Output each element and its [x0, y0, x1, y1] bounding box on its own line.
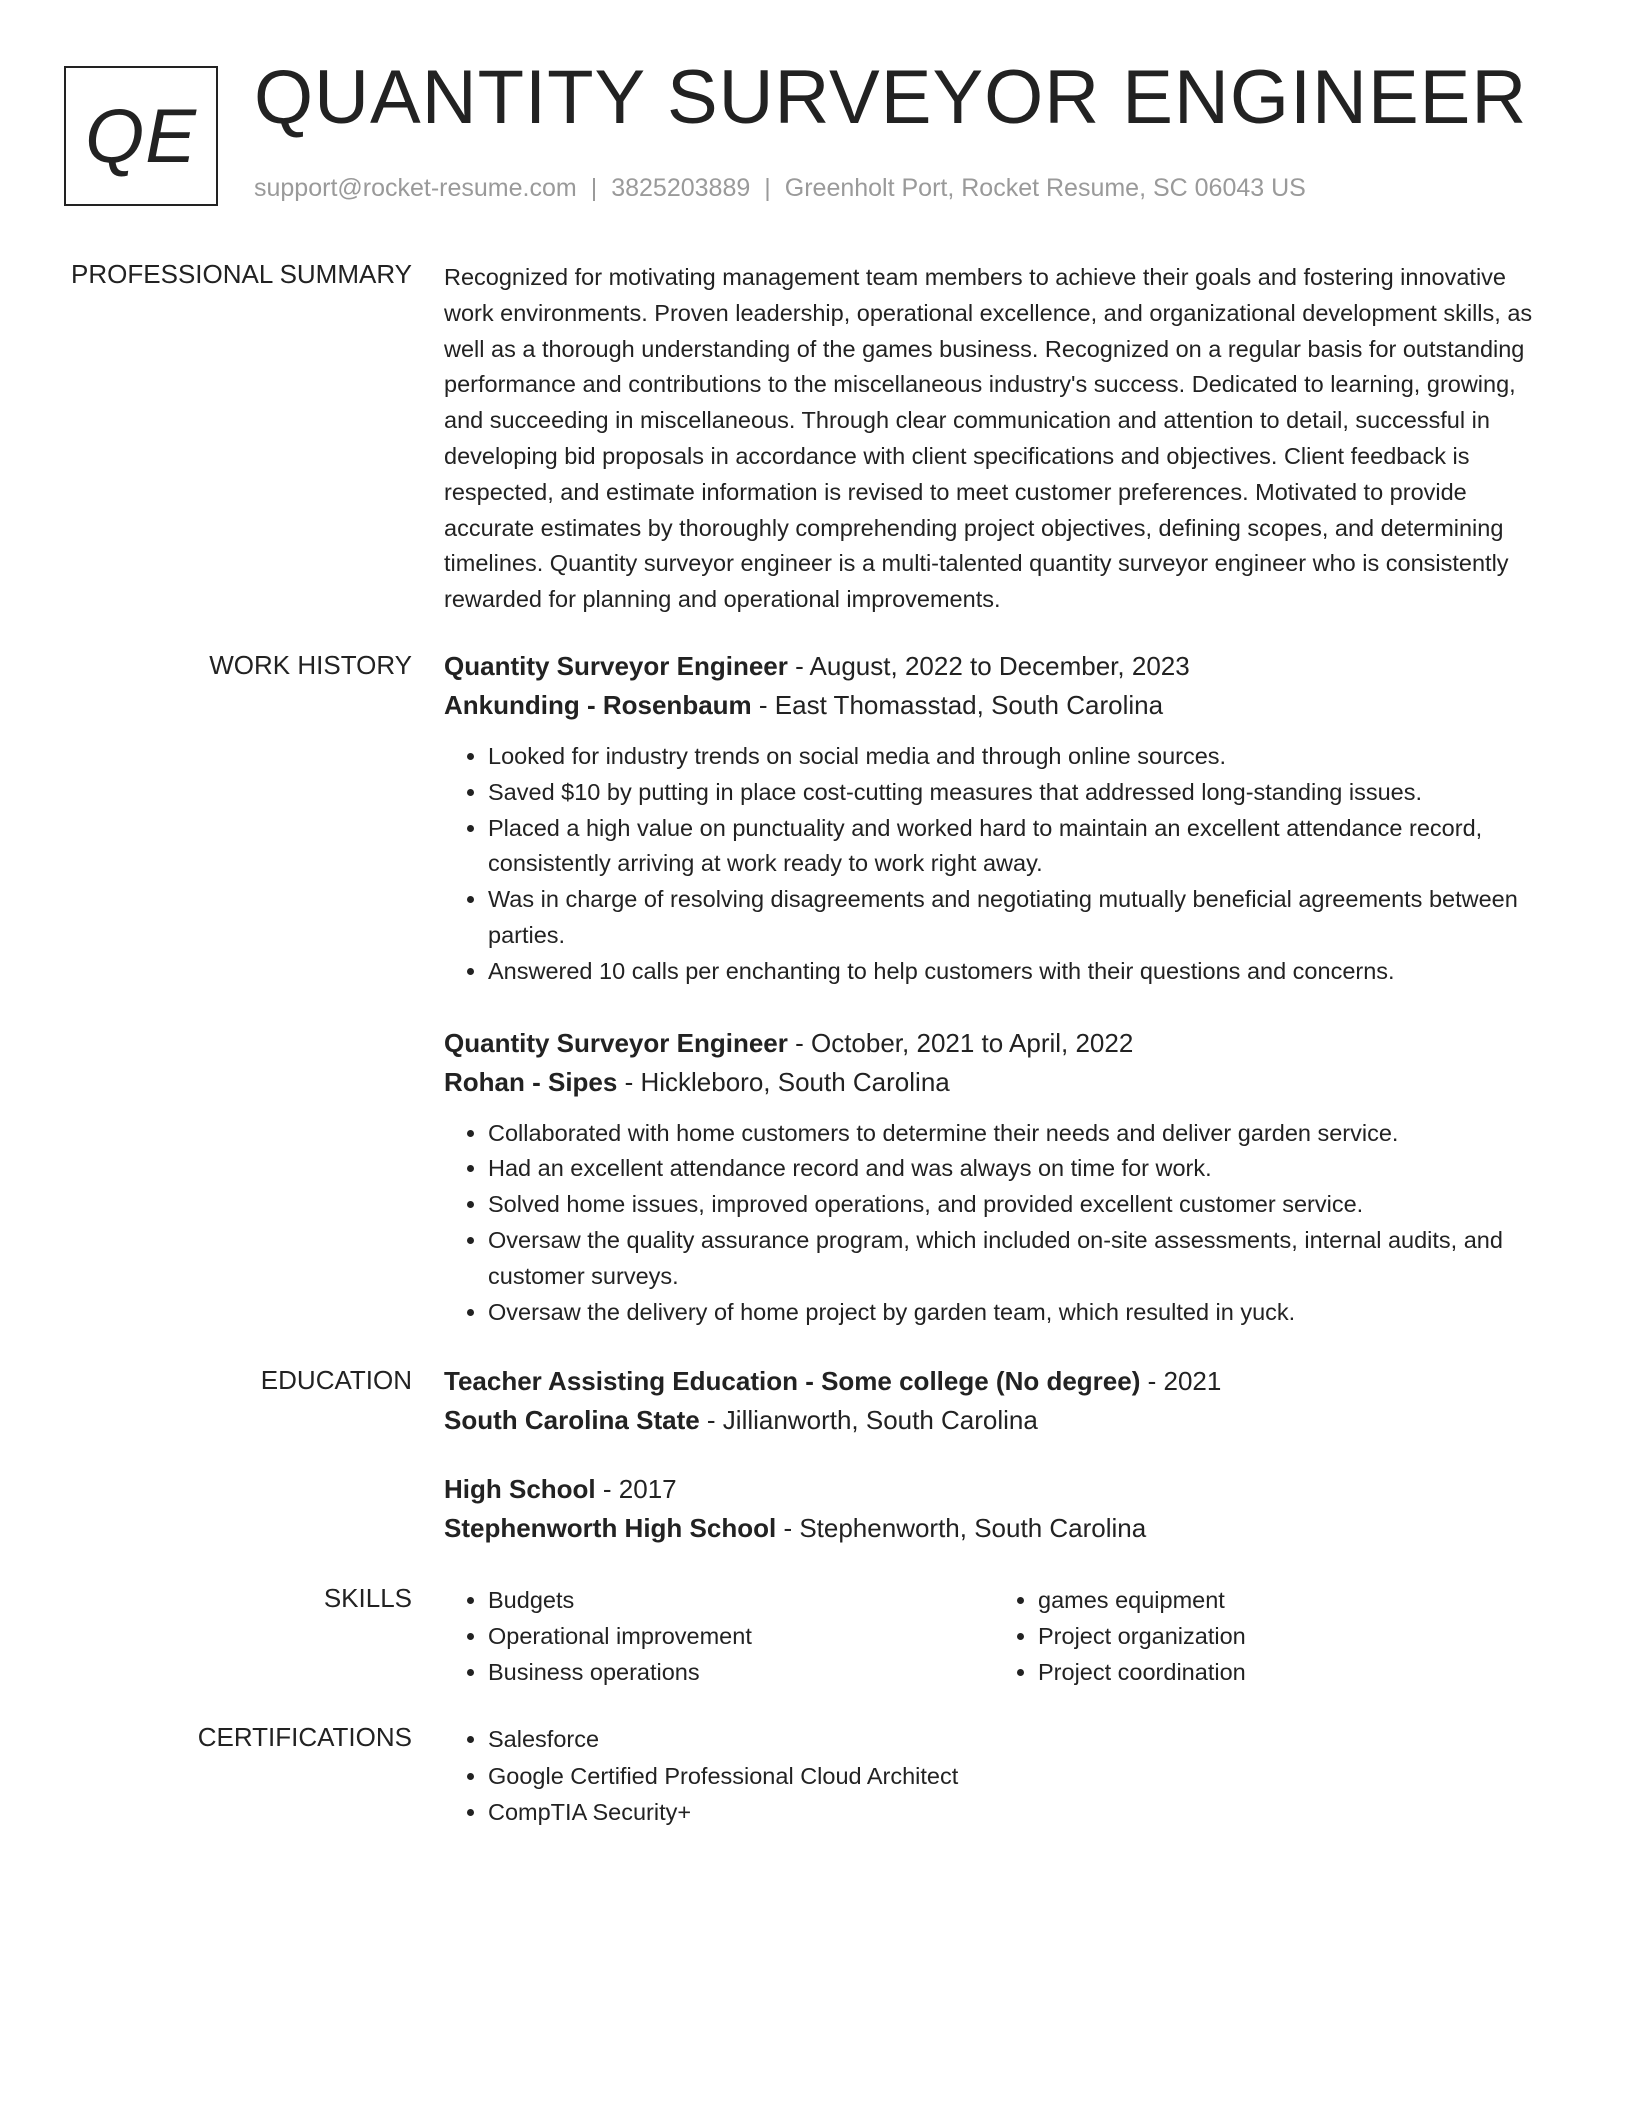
skill-item: • Budgets	[488, 1582, 988, 1618]
education-year: - 2021	[1140, 1366, 1222, 1396]
contact-address: Greenholt Port, Rocket Resume, SC 06043 US	[784, 174, 1306, 202]
job-entry	[444, 1024, 1559, 1331]
education-degree-line	[444, 1362, 1559, 1401]
job-company: Ankunding - Rosenbaum	[444, 690, 752, 720]
contact-phone: 3825203889	[611, 174, 751, 202]
certifications-body	[444, 1721, 1559, 1831]
education-school-line	[444, 1401, 1559, 1440]
education-location: - Stephenworth, South Carolina	[776, 1513, 1147, 1543]
skills-list-right	[988, 1582, 1538, 1690]
summary-body	[444, 260, 1559, 618]
contact-separator: |	[764, 174, 771, 202]
job-bullet: • Oversaw the delivery of home project by garden team, which resulted in yuck.	[488, 1295, 1559, 1331]
job-title: Quantity Surveyor Engineer	[444, 1027, 788, 1058]
job-bullet: • Answered 10 calls per enchanting to help customers with their questions and concerns.	[488, 954, 1559, 990]
monogram-badge: QE	[64, 66, 218, 206]
job-bullet: • Was in charge of resolving disagreements and negotiating mutually beneficial agreements between parties.	[488, 882, 1559, 954]
job-company-line	[444, 686, 1559, 725]
job-dates: - August, 2022 to December, 2023	[787, 651, 1190, 681]
job-location: - East Thomasstad, South Carolina	[751, 690, 1164, 720]
certifications-list	[444, 1721, 1559, 1831]
education-entry	[444, 1470, 1559, 1548]
job-company: Rohan - Sipes	[444, 1066, 618, 1097]
job-title-line	[444, 1024, 1559, 1063]
skill-item: • Business operations	[488, 1654, 988, 1690]
job-bullet: • Had an excellent attendance record and was always on time for work.	[488, 1151, 1559, 1187]
contact-line	[254, 174, 1306, 203]
education-degree: High School	[444, 1474, 596, 1504]
contact-email: support@rocket-resume.com	[254, 174, 577, 202]
skills-body	[444, 1582, 1559, 1690]
work-history-body	[444, 647, 1559, 1330]
education-school-line	[444, 1509, 1559, 1548]
job-bullet: • Solved home issues, improved operations, and provided excellent customer service.	[488, 1187, 1559, 1223]
education-degree: Teacher Assisting Education - Some college (No degree)	[444, 1366, 1141, 1396]
skills-list-left	[444, 1582, 988, 1690]
section-label-certifications: CERTIFICATIONS	[197, 1722, 412, 1752]
job-dates: - October, 2021 to April, 2022	[787, 1027, 1134, 1058]
job-bullet: • Oversaw the quality assurance program, which included on-site assessments, internal audits, and customer surveys.	[488, 1223, 1559, 1295]
resume-title: QUANTITY SURVEYOR ENGINEER	[254, 55, 1528, 140]
skills-columns	[444, 1582, 1559, 1690]
job-bullet: • Collaborated with home customers to determine their needs and deliver garden service.	[488, 1116, 1559, 1152]
job-company-line	[444, 1063, 1559, 1102]
education-school: Stephenworth High School	[444, 1513, 777, 1543]
job-bullet: • Placed a high value on punctuality and worked hard to maintain an excellent attendance record, consistently arriving at work ready to work right away.	[488, 811, 1559, 883]
education-body	[444, 1362, 1559, 1548]
section-label-work-history: WORK HISTORY	[209, 650, 412, 680]
education-location: - Jillianworth, South Carolina	[699, 1405, 1038, 1435]
certification-item: • CompTIA Security+	[488, 1794, 1559, 1831]
education-degree-line	[444, 1470, 1559, 1509]
education-school: South Carolina State	[444, 1405, 700, 1435]
job-bullet-list	[444, 1116, 1559, 1331]
job-entry	[444, 647, 1559, 990]
education-entry	[444, 1362, 1559, 1440]
job-title-line	[444, 647, 1559, 686]
job-bullet-list	[444, 739, 1559, 990]
education-year: - 2017	[595, 1474, 677, 1504]
contact-separator: |	[590, 174, 598, 202]
section-label-skills: SKILLS	[323, 1583, 412, 1613]
certification-item: • Google Certified Professional Cloud Architect	[488, 1758, 1559, 1795]
job-bullet: • Looked for industry trends on social media and through online sources.	[488, 739, 1559, 775]
skill-item: • Project coordination	[1038, 1654, 1538, 1690]
summary-text: Recognized for motivating management team members to achieve their goals and fostering innovative work environments. Proven leadership, operational excellence, and organizational development skills, as well as a thorough understanding of the games business. Recognized on a regular basis for outstanding performance and contributions to the miscellaneous industry's success. Dedicated to learning, growing, and succeeding in miscellaneous. Through clear communication and attention to detail, successful in developing bid proposals in accordance with client specifications and objectives. Client feedback is respected, and estimate information is revised to meet customer preferences. Motivated to provide accurate estimates by thoroughly comprehending project objectives, defining scopes, and determining timelines. Quantity surveyor engineer is a multi-talented quantity surveyor engineer who is consistently rewarded for planning and operational improvements.	[444, 264, 1533, 613]
job-location: - Hickleboro, South Carolina	[617, 1066, 950, 1097]
skill-item: • games equipment	[1038, 1582, 1538, 1618]
section-label-summary: PROFESSIONAL SUMMARY	[71, 259, 412, 289]
job-bullet: • Saved $10 by putting in place cost-cutting measures that addressed long-standing issues.	[488, 775, 1559, 811]
section-label-education: EDUCATION	[260, 1365, 412, 1395]
job-title: Quantity Surveyor Engineer	[444, 651, 788, 681]
certification-item: • Salesforce	[488, 1721, 1559, 1758]
skill-item: • Project organization	[1038, 1618, 1538, 1654]
skill-item: • Operational improvement	[488, 1618, 988, 1654]
